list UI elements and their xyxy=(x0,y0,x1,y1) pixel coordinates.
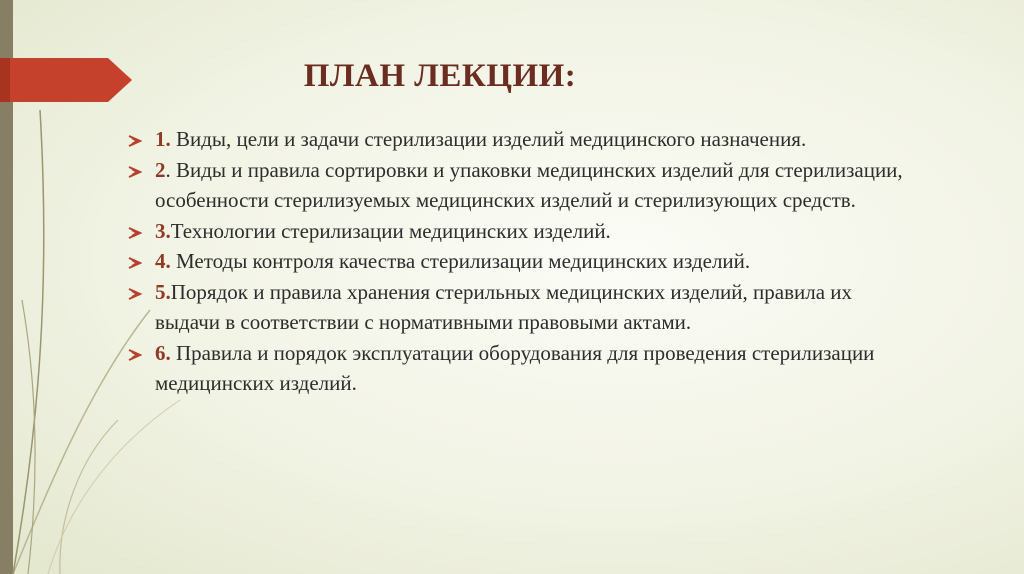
item-number: 5. xyxy=(155,279,171,304)
arrow-right-icon xyxy=(128,227,142,239)
page-title: ПЛАН ЛЕКЦИИ: xyxy=(303,58,577,94)
item-text: . Виды и правила сортировки и упаковки медицинских изделий для стерилизации, особенности стерилизуемых медицинских изделий и стерилизующих средств. xyxy=(155,157,903,212)
arrow-right-icon xyxy=(128,288,142,300)
item-text: Методы контроля качества стерилизации медицинских изделий. xyxy=(170,249,751,273)
item-number: 6. xyxy=(155,340,171,365)
list-item xyxy=(122,216,922,247)
arrow-right-icon xyxy=(128,349,142,361)
item-text: Технологии стерилизации медицинских изделий. xyxy=(170,218,611,243)
item-number: 4. xyxy=(155,249,171,273)
arrow-right-icon xyxy=(128,166,142,178)
list-item xyxy=(122,277,922,338)
item-text: Правила и порядок эксплуатации оборудования для проведения стерилизации медицинских изделий. xyxy=(155,340,875,395)
item-text: Виды, цели и задачи стерилизации изделий медицинского назначения. xyxy=(170,127,807,151)
arrow-right-icon xyxy=(128,135,142,147)
list-item xyxy=(122,124,922,155)
list-item xyxy=(122,338,922,399)
lecture-plan-list xyxy=(122,124,922,399)
list-item xyxy=(122,246,922,277)
arrow-right-icon xyxy=(128,257,142,269)
item-text: Порядок и правила хранения стерильных медицинских изделий, правила их выдачи в соответствии с нормативными правовыми актами. xyxy=(155,279,853,334)
item-number: 2 xyxy=(155,157,166,182)
item-number: 1. xyxy=(155,127,171,151)
item-number: 3. xyxy=(155,218,171,243)
list-item xyxy=(122,155,922,216)
